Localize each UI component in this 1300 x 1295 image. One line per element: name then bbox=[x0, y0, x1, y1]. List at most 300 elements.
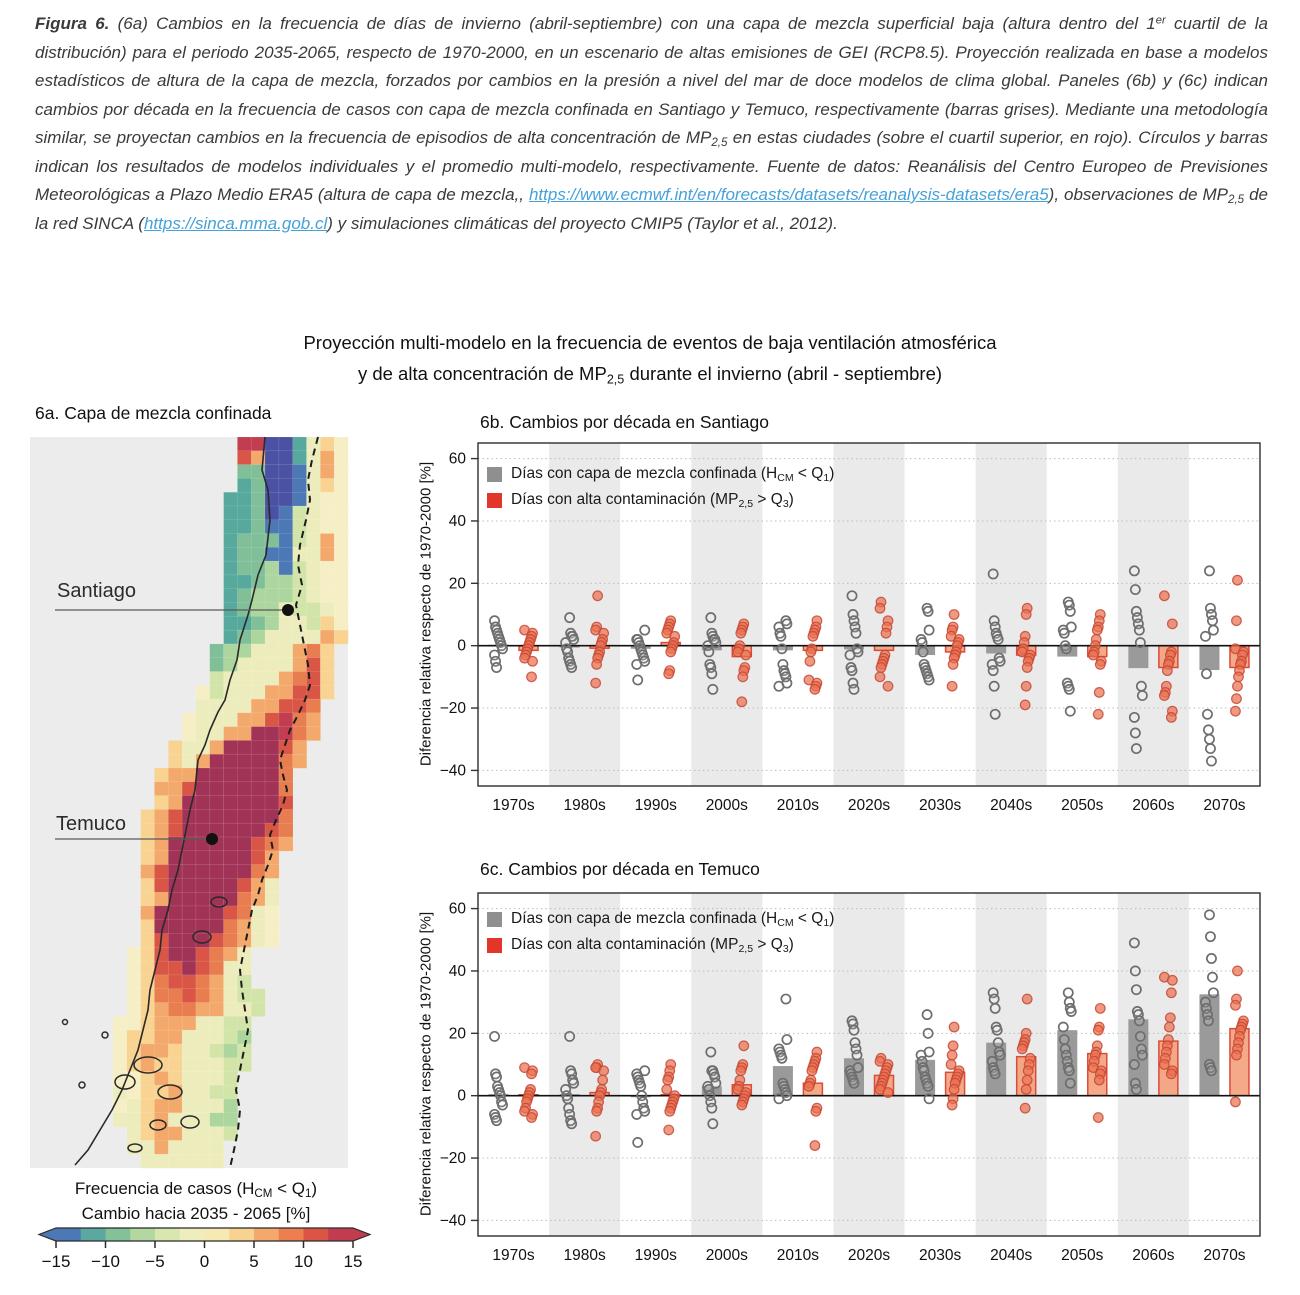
legend-label-contaminacion bbox=[511, 491, 794, 509]
map-cell bbox=[320, 603, 334, 617]
text-segment: Días con capa de mezcla confinada (H bbox=[511, 910, 778, 927]
model-point-gray bbox=[492, 663, 501, 672]
map-cell bbox=[224, 934, 238, 948]
y-tick-label: 0 bbox=[457, 637, 466, 655]
colorbar bbox=[39, 1228, 370, 1271]
map-cell bbox=[224, 630, 238, 644]
model-point-red bbox=[947, 1100, 957, 1110]
city-dot-temuco bbox=[206, 833, 218, 845]
colorbar-right-arrow-icon bbox=[353, 1228, 370, 1241]
map-cell bbox=[182, 740, 196, 754]
map-cell bbox=[182, 851, 196, 865]
model-point-red bbox=[1233, 575, 1243, 585]
map-cell bbox=[113, 1058, 127, 1072]
map-cell bbox=[168, 740, 182, 754]
map-cell bbox=[251, 506, 265, 520]
x-tick-label: 2040s bbox=[990, 1247, 1033, 1264]
model-point-red bbox=[1167, 713, 1177, 723]
map-cell bbox=[210, 754, 224, 768]
model-point-gray bbox=[1131, 728, 1140, 737]
map-cell bbox=[141, 1154, 155, 1168]
model-point-gray bbox=[847, 666, 856, 675]
model-point-gray bbox=[845, 650, 854, 659]
map-cell bbox=[237, 520, 251, 534]
map-cell bbox=[224, 809, 238, 823]
decade-band bbox=[833, 443, 904, 786]
model-point-gray bbox=[1202, 669, 1211, 678]
model-point-gray bbox=[498, 1100, 507, 1109]
colorbar-segment bbox=[81, 1228, 106, 1241]
map-cell bbox=[182, 1099, 196, 1113]
x-tick-label: 2020s bbox=[847, 1247, 891, 1264]
x-tick-label: 2000s bbox=[705, 797, 748, 814]
model-point-gray bbox=[991, 710, 1000, 719]
map-cell bbox=[279, 506, 293, 520]
map-cell bbox=[251, 685, 265, 699]
model-point-red bbox=[741, 650, 751, 660]
model-point-red bbox=[1231, 1000, 1241, 1010]
map-cell bbox=[307, 699, 321, 713]
map-cell bbox=[154, 1003, 168, 1017]
map-cell bbox=[293, 506, 307, 520]
map-cell bbox=[334, 478, 348, 492]
model-point-gray bbox=[498, 644, 507, 653]
map-cell bbox=[196, 1058, 210, 1072]
model-point-gray bbox=[1136, 1032, 1145, 1041]
map-cell bbox=[265, 506, 279, 520]
map-cell bbox=[210, 1044, 224, 1058]
map-cell bbox=[265, 823, 279, 837]
map-cell bbox=[279, 768, 293, 782]
text-segment: 2,5 bbox=[738, 942, 754, 955]
caption-link[interactable]: https://www.ecmwf.int/en/forecasts/datasets/reanalysis-datasets/era5 bbox=[528, 185, 1049, 204]
text-segment: CM bbox=[254, 1188, 273, 1201]
island-outline bbox=[79, 1082, 85, 1088]
map-grid bbox=[113, 437, 348, 1168]
model-point-gray bbox=[1205, 566, 1214, 575]
text-segment: 1 bbox=[823, 916, 830, 929]
map-cell bbox=[154, 768, 168, 782]
map-cell bbox=[293, 478, 307, 492]
map-cell bbox=[307, 589, 321, 603]
colorbar-segment bbox=[56, 1228, 81, 1241]
map-cell bbox=[182, 1113, 196, 1127]
map-cell bbox=[196, 878, 210, 892]
map-cell bbox=[237, 754, 251, 768]
map-cell bbox=[224, 561, 238, 575]
map-cell bbox=[320, 561, 334, 575]
map-cell bbox=[154, 975, 168, 989]
map-cell bbox=[210, 1154, 224, 1168]
model-point-red bbox=[527, 672, 537, 682]
panel-6b-ylabel: Diferencia relativa respecto de 1970-2000 [%] bbox=[417, 461, 435, 767]
text-segment: ), observaciones de MP bbox=[1048, 185, 1229, 204]
map-cell bbox=[265, 892, 279, 906]
model-point-red bbox=[811, 1106, 821, 1116]
map-cell bbox=[182, 920, 196, 934]
map-cell bbox=[210, 1127, 224, 1141]
colorbar-segment bbox=[279, 1228, 304, 1241]
map-cell bbox=[265, 796, 279, 810]
map-cell bbox=[154, 1154, 168, 1168]
map-cell bbox=[224, 1016, 238, 1030]
map-cell bbox=[265, 768, 279, 782]
map-cell bbox=[182, 975, 196, 989]
model-point-gray bbox=[1136, 638, 1145, 647]
model-point-gray bbox=[1209, 625, 1218, 634]
model-point-gray bbox=[994, 635, 1003, 644]
model-point-red bbox=[664, 669, 674, 679]
map-cell bbox=[210, 1016, 224, 1030]
model-point-gray bbox=[1060, 1035, 1069, 1044]
model-point-red bbox=[808, 632, 818, 642]
model-point-gray bbox=[924, 1094, 933, 1103]
map-cell bbox=[168, 975, 182, 989]
model-point-red bbox=[739, 1041, 749, 1051]
model-point-red bbox=[807, 1066, 817, 1076]
map-cell bbox=[307, 713, 321, 727]
map-cell bbox=[265, 492, 279, 506]
map-cell bbox=[265, 920, 279, 934]
model-point-red bbox=[592, 660, 602, 670]
map-cell bbox=[279, 699, 293, 713]
map-cell bbox=[265, 685, 279, 699]
model-point-red bbox=[1166, 1013, 1176, 1023]
map-cell bbox=[141, 892, 155, 906]
map-cell bbox=[141, 961, 155, 975]
panel-6c-ylabel: Diferencia relativa respecto de 1970-2000 [%] bbox=[417, 911, 435, 1217]
mean-bar-gray bbox=[1128, 646, 1148, 668]
map-cell bbox=[196, 1085, 210, 1099]
map-cell bbox=[210, 658, 224, 672]
map-cell bbox=[168, 961, 182, 975]
map-cell bbox=[293, 630, 307, 644]
text-segment: 2,5 bbox=[711, 137, 728, 150]
colorbar-tick-label: −10 bbox=[91, 1252, 120, 1271]
model-point-gray bbox=[632, 660, 641, 669]
legend-label-confinada bbox=[511, 465, 834, 483]
y-tick-label: −40 bbox=[439, 762, 466, 780]
model-point-gray bbox=[633, 1138, 642, 1147]
text-segment: ) bbox=[829, 910, 835, 927]
map-cell bbox=[154, 1030, 168, 1044]
map-cell bbox=[237, 740, 251, 754]
map-cell bbox=[237, 1016, 251, 1030]
map-cell bbox=[196, 796, 210, 810]
x-tick-label: 1970s bbox=[492, 797, 535, 814]
map-cell bbox=[168, 920, 182, 934]
map-cell bbox=[127, 1030, 141, 1044]
caption-link[interactable]: https://sinca.mma.gob.cl bbox=[143, 213, 328, 233]
x-tick-label: 2030s bbox=[918, 797, 962, 814]
model-point-red bbox=[736, 1066, 746, 1076]
map-cell bbox=[154, 892, 168, 906]
map-cell bbox=[279, 685, 293, 699]
map-cell bbox=[224, 589, 238, 603]
map-cell bbox=[237, 534, 251, 548]
map-cell bbox=[182, 1140, 196, 1154]
y-tick-label: 0 bbox=[457, 1087, 466, 1105]
map-cell bbox=[251, 672, 265, 686]
model-point-red bbox=[591, 1131, 601, 1141]
map-cell bbox=[265, 437, 279, 451]
model-point-red bbox=[1093, 709, 1103, 719]
map-cell bbox=[141, 920, 155, 934]
model-point-gray bbox=[774, 1094, 783, 1103]
map-cell bbox=[265, 589, 279, 603]
figure-title-line2 bbox=[0, 358, 1300, 389]
map-cell bbox=[237, 492, 251, 506]
map-cell bbox=[154, 809, 168, 823]
map-cell bbox=[182, 989, 196, 1003]
map-cell bbox=[307, 492, 321, 506]
map-cell bbox=[224, 1044, 238, 1058]
map-cell bbox=[196, 1099, 210, 1113]
map-cell bbox=[196, 865, 210, 879]
map-cell bbox=[251, 796, 265, 810]
map-cell bbox=[293, 685, 307, 699]
map-cell bbox=[334, 603, 348, 617]
map-cell bbox=[320, 492, 334, 506]
map-cell bbox=[210, 920, 224, 934]
model-point-gray bbox=[994, 1038, 1003, 1047]
model-point-gray bbox=[1206, 932, 1215, 941]
map-cell bbox=[265, 561, 279, 575]
map-cell bbox=[307, 520, 321, 534]
map-cell bbox=[251, 520, 265, 534]
text-segment: 1 bbox=[305, 1188, 312, 1201]
map-cell bbox=[334, 437, 348, 451]
map-cell bbox=[210, 989, 224, 1003]
text-segment: 2,5 bbox=[1228, 194, 1245, 207]
map-cell bbox=[224, 713, 238, 727]
map-cell bbox=[237, 658, 251, 672]
model-point-red bbox=[666, 647, 676, 657]
map-cell bbox=[307, 437, 321, 451]
colorbar-segment bbox=[328, 1228, 353, 1241]
map-cell bbox=[127, 1113, 141, 1127]
text-segment: 3 bbox=[782, 942, 789, 955]
map-cell bbox=[251, 1003, 265, 1017]
map-cell bbox=[237, 699, 251, 713]
x-tick-label: 2000s bbox=[705, 1247, 748, 1264]
map-cell bbox=[224, 727, 238, 741]
figure-title bbox=[0, 327, 1300, 389]
map-cell bbox=[265, 630, 279, 644]
model-point-gray bbox=[636, 1082, 645, 1091]
colorbar-tick-label: 5 bbox=[249, 1252, 259, 1271]
map-cell bbox=[251, 934, 265, 948]
model-point-gray bbox=[923, 607, 932, 616]
model-point-gray bbox=[782, 1035, 791, 1044]
map-cell bbox=[265, 713, 279, 727]
text-segment: ) bbox=[829, 465, 835, 482]
map-cell bbox=[320, 506, 334, 520]
colorbar-segment bbox=[254, 1228, 279, 1241]
model-point-gray bbox=[990, 682, 999, 691]
map-cell bbox=[196, 782, 210, 796]
map-cell bbox=[141, 1099, 155, 1113]
map-cell bbox=[196, 989, 210, 1003]
map-cell bbox=[154, 1016, 168, 1030]
colorbar-segment bbox=[130, 1228, 155, 1241]
model-point-red bbox=[946, 1060, 956, 1070]
map-cell bbox=[127, 989, 141, 1003]
map-cell bbox=[154, 947, 168, 961]
map-cell bbox=[279, 437, 293, 451]
model-point-gray bbox=[1130, 566, 1139, 575]
decade-band bbox=[976, 443, 1047, 786]
model-point-gray bbox=[640, 625, 649, 634]
map-cell bbox=[279, 658, 293, 672]
colorbar-segment bbox=[229, 1228, 254, 1241]
x-tick-label: 2050s bbox=[1061, 1247, 1104, 1264]
text-segment: ) y simulaciones climáticas del proyecto CMIP5 (Taylor et al., 2012). bbox=[327, 213, 838, 233]
map-cell bbox=[210, 961, 224, 975]
map-cell bbox=[265, 575, 279, 589]
map-cell bbox=[293, 754, 307, 768]
map-cell bbox=[154, 796, 168, 810]
panel-6a-title: 6a. Capa de mezcla confinada bbox=[35, 403, 272, 423]
map-cell bbox=[154, 865, 168, 879]
map-cell bbox=[168, 1154, 182, 1168]
map-cell bbox=[141, 878, 155, 892]
model-point-red bbox=[1088, 650, 1098, 660]
map-cell bbox=[293, 492, 307, 506]
map-cell bbox=[265, 754, 279, 768]
model-point-gray bbox=[492, 1072, 501, 1081]
map-cell bbox=[154, 782, 168, 796]
map-cell bbox=[196, 768, 210, 782]
map-cell bbox=[320, 630, 334, 644]
model-point-red bbox=[1022, 994, 1032, 1004]
model-point-red bbox=[1163, 666, 1173, 676]
model-point-gray bbox=[849, 1079, 858, 1088]
map-cell bbox=[334, 506, 348, 520]
map-cell bbox=[265, 727, 279, 741]
model-point-red bbox=[948, 1041, 958, 1051]
map-cell bbox=[237, 1030, 251, 1044]
model-point-gray bbox=[1204, 725, 1213, 734]
map-cell bbox=[182, 727, 196, 741]
map-cell bbox=[168, 1072, 182, 1086]
map-cell bbox=[251, 782, 265, 796]
model-point-gray bbox=[1066, 707, 1075, 716]
map-cell bbox=[237, 437, 251, 451]
model-point-gray bbox=[993, 1026, 1002, 1035]
model-point-gray bbox=[1060, 629, 1069, 638]
model-point-gray bbox=[708, 1119, 717, 1128]
map-cell bbox=[210, 878, 224, 892]
map-cell bbox=[168, 1003, 182, 1017]
map-cell bbox=[293, 603, 307, 617]
text-segment: Días con alta contaminación (MP bbox=[511, 936, 739, 953]
model-point-red bbox=[1232, 616, 1242, 626]
map-cell bbox=[210, 851, 224, 865]
map-cell bbox=[210, 934, 224, 948]
model-point-gray bbox=[492, 1116, 501, 1125]
map-cell bbox=[210, 1058, 224, 1072]
model-point-red bbox=[664, 1125, 674, 1135]
map-cell bbox=[251, 920, 265, 934]
map-cell bbox=[237, 865, 251, 879]
map-cell bbox=[320, 465, 334, 479]
map-cell bbox=[320, 589, 334, 603]
map-cell bbox=[141, 809, 155, 823]
map-cell bbox=[154, 1127, 168, 1141]
model-point-gray bbox=[567, 663, 576, 672]
map-cell bbox=[279, 575, 293, 589]
map-cell bbox=[224, 1072, 238, 1086]
map-cell bbox=[210, 672, 224, 686]
map-cell bbox=[293, 437, 307, 451]
map-cell bbox=[237, 768, 251, 782]
map-cell bbox=[196, 851, 210, 865]
model-point-gray bbox=[990, 994, 999, 1003]
model-point-red bbox=[1233, 681, 1243, 691]
model-point-red bbox=[527, 1113, 537, 1123]
map-cell bbox=[320, 520, 334, 534]
map-cell bbox=[182, 1003, 196, 1017]
map-cell bbox=[196, 1140, 210, 1154]
model-point-gray bbox=[1138, 691, 1147, 700]
map-cell bbox=[154, 851, 168, 865]
map-cell bbox=[182, 1072, 196, 1086]
map-cell bbox=[168, 1085, 182, 1099]
map-cell bbox=[279, 492, 293, 506]
mean-bar-gray bbox=[1199, 646, 1219, 670]
map-cell bbox=[224, 1003, 238, 1017]
map-cell bbox=[251, 713, 265, 727]
model-point-gray bbox=[1132, 985, 1141, 994]
x-tick-label: 2050s bbox=[1061, 797, 1104, 814]
map-cell bbox=[182, 1030, 196, 1044]
model-point-gray bbox=[776, 632, 785, 641]
x-tick-label: 1990s bbox=[634, 797, 677, 814]
model-point-red bbox=[1232, 694, 1242, 704]
map-cell bbox=[265, 906, 279, 920]
model-point-red bbox=[810, 685, 820, 695]
model-point-red bbox=[949, 610, 959, 620]
map-cell bbox=[224, 878, 238, 892]
gray-swatch-icon bbox=[487, 467, 502, 482]
map-cell bbox=[279, 534, 293, 548]
model-point-gray bbox=[991, 1004, 1000, 1013]
model-point-gray bbox=[1130, 1060, 1139, 1069]
map-cell bbox=[334, 547, 348, 561]
map-cell bbox=[168, 1140, 182, 1154]
map-cell bbox=[265, 644, 279, 658]
model-point-red bbox=[527, 1069, 537, 1079]
model-point-red bbox=[1017, 1044, 1027, 1054]
model-point-gray bbox=[1207, 1066, 1216, 1075]
x-tick-label: 2030s bbox=[918, 1247, 962, 1264]
model-point-red bbox=[881, 628, 891, 638]
map-cell bbox=[265, 851, 279, 865]
map-cell bbox=[224, 920, 238, 934]
map-cell bbox=[265, 616, 279, 630]
map-cell bbox=[224, 644, 238, 658]
map-cell bbox=[168, 989, 182, 1003]
model-point-gray bbox=[777, 1054, 786, 1063]
x-tick-label: 2060s bbox=[1132, 797, 1175, 814]
model-point-red bbox=[1167, 988, 1177, 998]
map-cell bbox=[334, 616, 348, 630]
map-cell bbox=[251, 823, 265, 837]
map-cell bbox=[251, 727, 265, 741]
panel-6c-title: 6c. Cambios por década en Temuco bbox=[480, 859, 760, 879]
model-point-red bbox=[599, 1066, 609, 1076]
